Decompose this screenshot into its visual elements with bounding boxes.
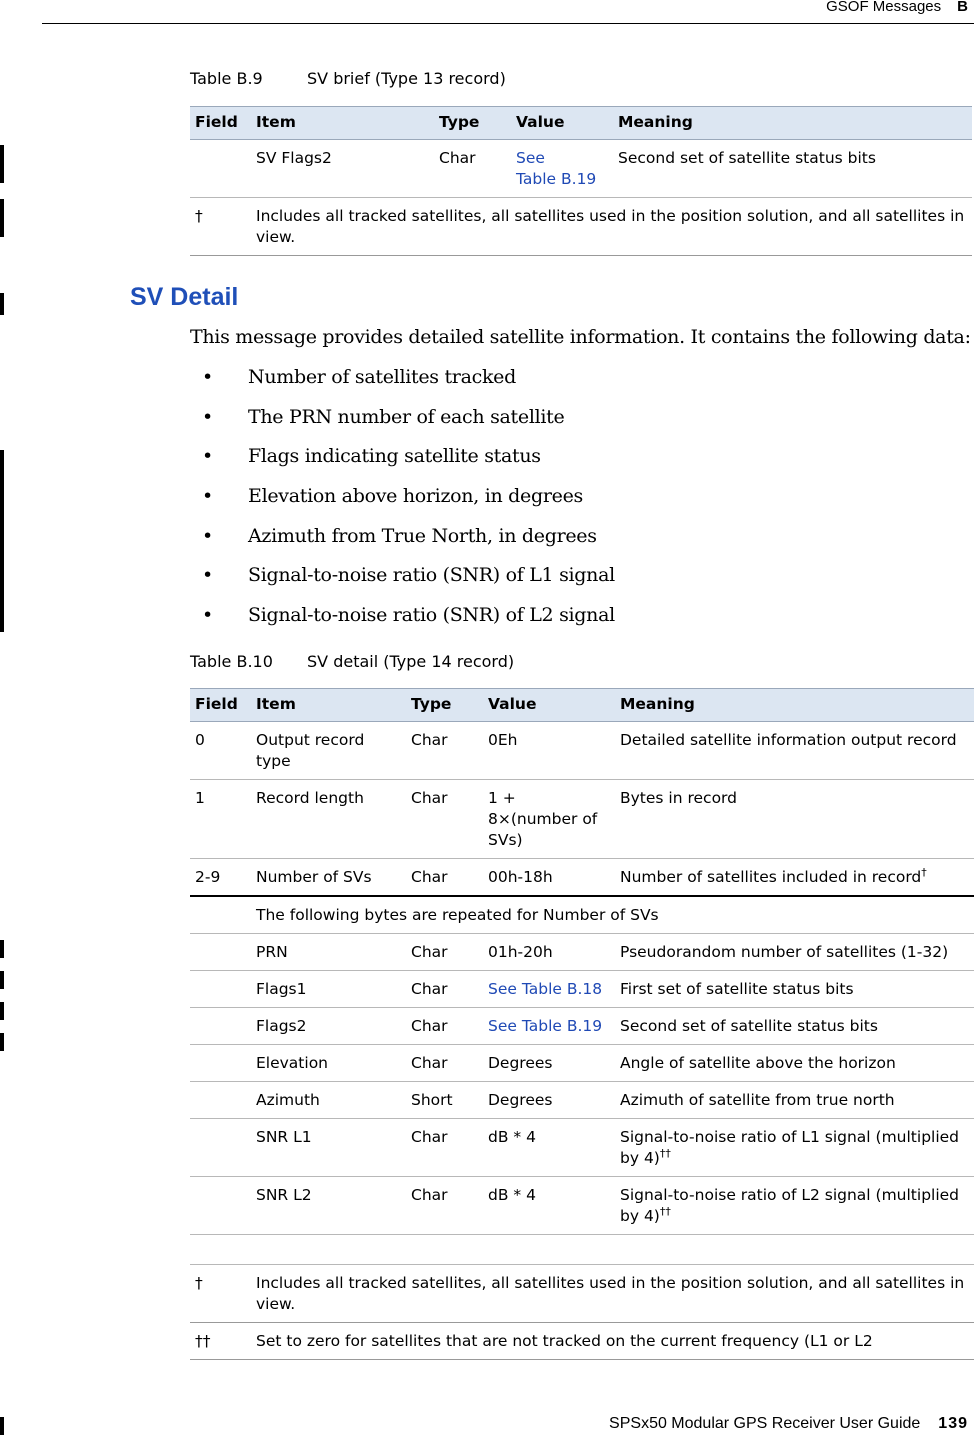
cell-value: Degrees bbox=[483, 1045, 615, 1082]
table-row bbox=[190, 780, 974, 859]
column-header: Type bbox=[406, 689, 483, 722]
footnote-text: Set to zero for satellites that are not tracked on the current frequency (L1 or L2 bbox=[251, 1323, 974, 1360]
footnote-text: Includes all tracked satellites, all satellites used in the position solution, and all satellites in view. bbox=[251, 1265, 974, 1323]
data-bullet-list bbox=[190, 366, 615, 644]
cell-meaning: First set of satellite status bits bbox=[615, 971, 974, 1008]
cell-field: 2-9 bbox=[190, 859, 251, 897]
column-header: Value bbox=[511, 107, 613, 140]
cell-field: 0 bbox=[190, 722, 251, 780]
footnote-mark: † bbox=[190, 198, 251, 256]
cell-value bbox=[511, 140, 613, 198]
spacer-row bbox=[190, 1235, 974, 1265]
cell-item: Record length bbox=[251, 780, 406, 859]
cell-item: SV Flags2 bbox=[251, 140, 434, 198]
cell-type: Char bbox=[406, 1177, 483, 1235]
change-bar bbox=[0, 971, 4, 989]
cell-meaning bbox=[615, 1177, 974, 1235]
change-bar bbox=[0, 940, 4, 958]
footnote-ref: †† bbox=[659, 1204, 671, 1218]
empty-cell bbox=[190, 1119, 251, 1177]
list-item: • Number of satellites tracked bbox=[190, 366, 615, 406]
meaning-text: Signal-to-noise ratio of L2 signal (multiplied by 4) bbox=[620, 1186, 960, 1225]
table-row bbox=[190, 971, 974, 1008]
list-item: • Azimuth from True North, in degrees bbox=[190, 525, 615, 565]
repeat-note-row bbox=[190, 896, 974, 934]
empty-cell bbox=[190, 1177, 251, 1235]
cell-item: Number of SVs bbox=[251, 859, 406, 897]
cell-value: 01h-20h bbox=[483, 934, 615, 971]
link-text[interactable]: See bbox=[516, 149, 545, 167]
change-bar bbox=[0, 1033, 4, 1051]
cell-item: Output record type bbox=[251, 722, 406, 780]
column-header: Field bbox=[190, 107, 251, 140]
sv-brief-table bbox=[190, 106, 972, 256]
cell-value: dB * 4 bbox=[483, 1119, 615, 1177]
change-bar bbox=[0, 145, 4, 183]
cell-type: Char bbox=[406, 1119, 483, 1177]
list-item: • Elevation above horizon, in degrees bbox=[190, 485, 615, 525]
table-reference-link[interactable]: See Table B.19 bbox=[488, 1017, 603, 1035]
caption-title: SV detail (Type 14 record) bbox=[307, 652, 515, 671]
cell-type: Char bbox=[406, 722, 483, 780]
cell-type: Short bbox=[406, 1082, 483, 1119]
cell-field bbox=[190, 140, 251, 198]
caption-number: Table B.10 bbox=[190, 652, 273, 671]
cell-value: dB * 4 bbox=[483, 1177, 615, 1235]
running-header bbox=[0, 0, 974, 26]
intro-paragraph: This message provides detailed satellite information. It contains the following data: bbox=[190, 326, 971, 348]
change-bar bbox=[0, 293, 4, 315]
page-footer bbox=[609, 1415, 968, 1433]
chapter-title: GSOF Messages bbox=[826, 0, 942, 15]
footnote-ref: †† bbox=[659, 1146, 671, 1160]
footnote-row bbox=[190, 198, 972, 256]
page-number: 139 bbox=[938, 1415, 968, 1432]
cell-type: Char bbox=[434, 140, 511, 198]
meaning-text: Number of satellites included in record bbox=[620, 868, 922, 886]
meaning-text: Signal-to-noise ratio of L1 signal (multiplied by 4) bbox=[620, 1128, 960, 1167]
header-text bbox=[826, 0, 968, 15]
footnote-row bbox=[190, 1265, 974, 1323]
cell-meaning: Detailed satellite information output record bbox=[615, 722, 974, 780]
cell-type: Char bbox=[406, 1008, 483, 1045]
empty-cell bbox=[190, 1082, 251, 1119]
repeat-note: The following bytes are repeated for Number of SVs bbox=[251, 896, 974, 934]
column-header: Item bbox=[251, 689, 406, 722]
column-header: Meaning bbox=[613, 107, 972, 140]
list-item: • Signal-to-noise ratio (SNR) of L2 signal bbox=[190, 604, 615, 644]
cell-meaning: Azimuth of satellite from true north bbox=[615, 1082, 974, 1119]
cell-type: Char bbox=[406, 859, 483, 897]
cell-field: 1 bbox=[190, 780, 251, 859]
change-bar bbox=[0, 1002, 4, 1020]
table-reference-link[interactable] bbox=[516, 149, 596, 188]
empty-cell bbox=[190, 971, 251, 1008]
cell-value: 00h-18h bbox=[483, 859, 615, 897]
cell-meaning bbox=[615, 859, 974, 897]
footnote-ref: † bbox=[921, 865, 927, 879]
list-item: • Flags indicating satellite status bbox=[190, 445, 615, 485]
table-row bbox=[190, 859, 974, 897]
cell-meaning: Second set of satellite status bits bbox=[615, 1008, 974, 1045]
table-header-row bbox=[190, 689, 974, 722]
cell-item: PRN bbox=[251, 934, 406, 971]
footnote-mark: † bbox=[190, 1265, 251, 1323]
cell-item: Elevation bbox=[251, 1045, 406, 1082]
cell-type: Char bbox=[406, 780, 483, 859]
empty-cell bbox=[190, 934, 251, 971]
table-caption bbox=[190, 69, 506, 88]
change-bar bbox=[0, 450, 4, 632]
header-rule bbox=[42, 23, 974, 24]
table-reference-link[interactable]: See Table B.18 bbox=[488, 980, 603, 998]
column-header: Item bbox=[251, 107, 434, 140]
link-text[interactable]: Table B.19 bbox=[516, 170, 597, 188]
table-row bbox=[190, 1119, 974, 1177]
table-caption bbox=[190, 652, 514, 671]
empty-cell bbox=[190, 1045, 251, 1082]
table-row bbox=[190, 1082, 974, 1119]
table-header-row bbox=[190, 107, 972, 140]
list-item: • Signal-to-noise ratio (SNR) of L1 signal bbox=[190, 564, 615, 604]
cell-meaning bbox=[615, 1119, 974, 1177]
cell-value bbox=[483, 971, 615, 1008]
cell-item: Flags2 bbox=[251, 1008, 406, 1045]
footnote-text: Includes all tracked satellites, all satellites used in the position solution, and all satellites in view. bbox=[251, 198, 972, 256]
cell-meaning: Pseudorandom number of satellites (1-32) bbox=[615, 934, 974, 971]
cell-value: 1 + 8×(number of SVs) bbox=[483, 780, 615, 859]
cell-item: Azimuth bbox=[251, 1082, 406, 1119]
cell-meaning: Angle of satellite above the horizon bbox=[615, 1045, 974, 1082]
cell-value: 0Eh bbox=[483, 722, 615, 780]
cell-item: SNR L1 bbox=[251, 1119, 406, 1177]
cell-type: Char bbox=[406, 934, 483, 971]
footnote-row bbox=[190, 1323, 974, 1360]
column-header: Field bbox=[190, 689, 251, 722]
spacer-cell bbox=[190, 1235, 974, 1265]
table-row bbox=[190, 722, 974, 780]
cell-meaning: Bytes in record bbox=[615, 780, 974, 859]
empty-cell bbox=[190, 1008, 251, 1045]
empty-cell bbox=[190, 896, 251, 934]
column-header: Meaning bbox=[615, 689, 974, 722]
section-letter: B bbox=[957, 0, 968, 15]
table-row bbox=[190, 1045, 974, 1082]
column-header: Type bbox=[434, 107, 511, 140]
cell-meaning: Second set of satellite status bits bbox=[613, 140, 972, 198]
footnote-mark: †† bbox=[190, 1323, 251, 1360]
table-row bbox=[190, 934, 974, 971]
table-row bbox=[190, 1177, 974, 1235]
sv-detail-table bbox=[190, 688, 974, 1360]
table-row bbox=[190, 140, 972, 198]
list-item: • The PRN number of each satellite bbox=[190, 406, 615, 446]
column-header: Value bbox=[483, 689, 615, 722]
cell-value bbox=[483, 1008, 615, 1045]
guide-title: SPSx50 Modular GPS Receiver User Guide bbox=[609, 1415, 921, 1432]
cell-item: Flags1 bbox=[251, 971, 406, 1008]
caption-number: Table B.9 bbox=[190, 69, 263, 88]
table-row bbox=[190, 1008, 974, 1045]
cell-type: Char bbox=[406, 1045, 483, 1082]
caption-title: SV brief (Type 13 record) bbox=[307, 69, 506, 88]
cell-item: SNR L2 bbox=[251, 1177, 406, 1235]
section-heading: SV Detail bbox=[130, 283, 239, 311]
change-bar bbox=[0, 199, 4, 237]
cell-value: Degrees bbox=[483, 1082, 615, 1119]
cell-type: Char bbox=[406, 971, 483, 1008]
change-bar bbox=[0, 1417, 4, 1435]
